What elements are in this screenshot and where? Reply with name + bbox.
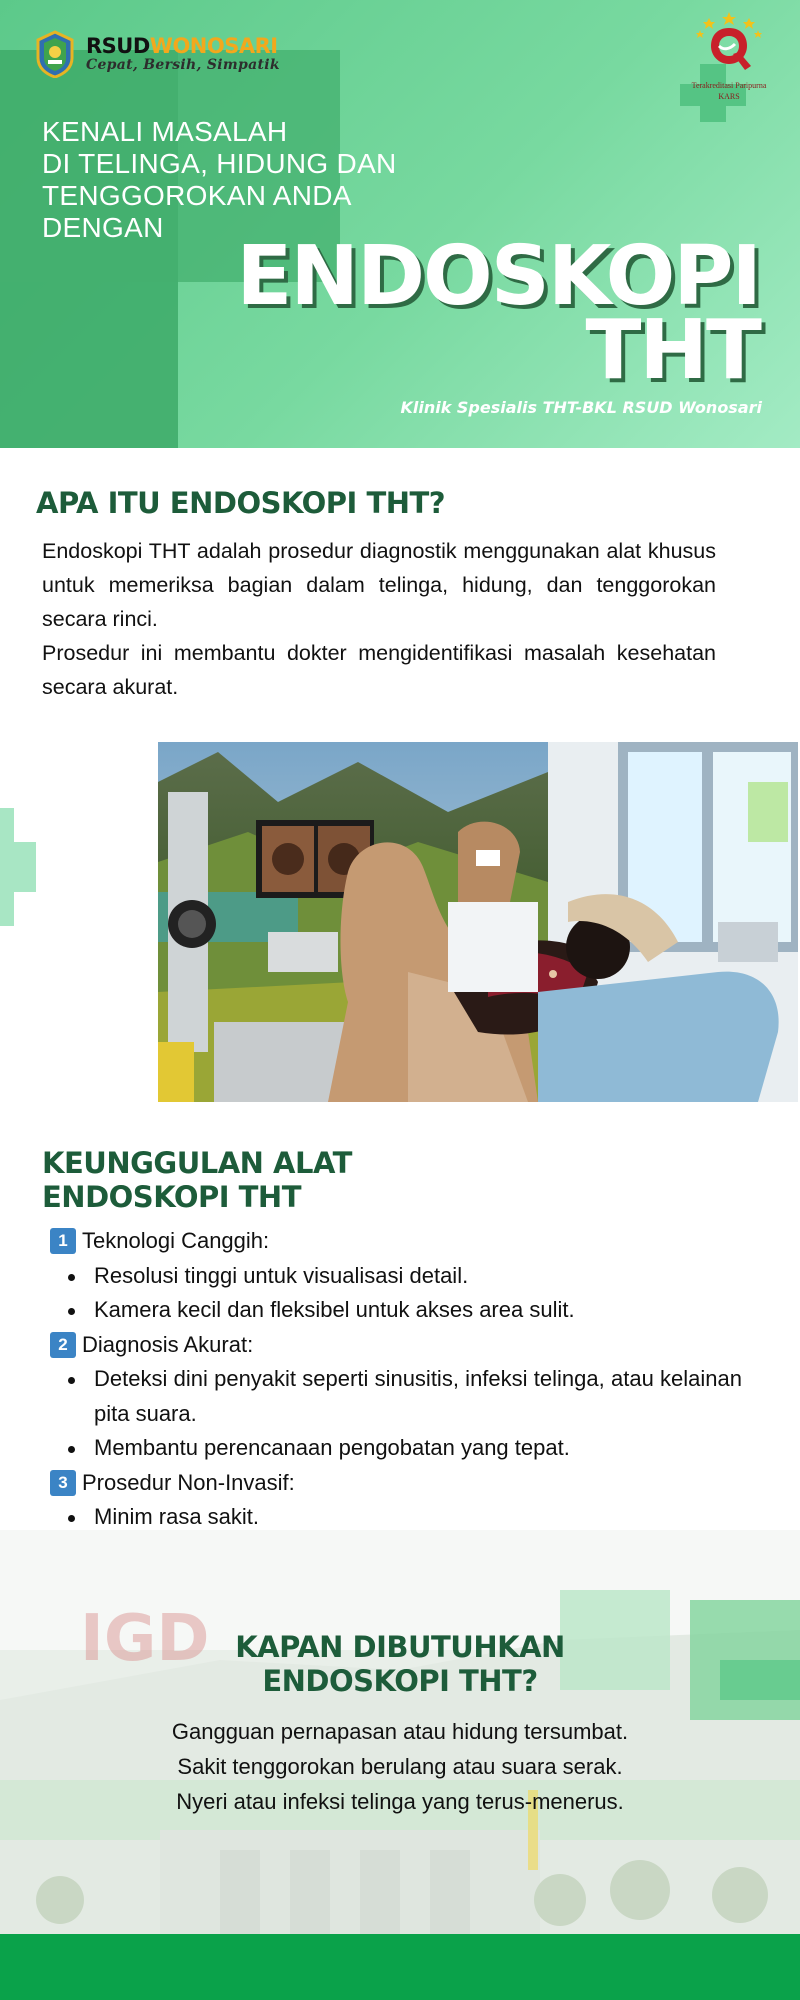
- advantage-heading-text: Diagnosis Akurat:: [82, 1331, 254, 1357]
- section-advantages-title: [42, 1146, 352, 1214]
- kars-emblem-icon: [695, 10, 763, 74]
- advantage-bullet: Deteksi dini penyakit seperti sinusitis, infeksi telinga, atau kelainan pita suara.: [50, 1362, 742, 1431]
- hero-banner: [0, 0, 800, 448]
- accreditation-label: Terakreditasi Paripurna: [691, 81, 767, 90]
- number-badge: 2: [50, 1332, 76, 1358]
- section-what-paragraph: Prosedur ini membantu dokter mengidentifikasi masalah kesehatan secara akurat.: [42, 641, 716, 699]
- hero-title-line2: THT: [585, 303, 760, 398]
- section-advantages-title-line2: ENDOSKOPI THT: [42, 1180, 301, 1214]
- hospital-tagline: Cepat, Bersih, Simpatik: [86, 57, 280, 73]
- hero-intro: [42, 116, 442, 244]
- hero-intro-line: KENALI MASALAH: [42, 116, 288, 147]
- clinic-subtitle: Klinik Spesialis THT-BKL RSUD Wonosari: [400, 398, 762, 417]
- advantages-list: [50, 1224, 742, 1569]
- section-when-title-line2: ENDOSKOPI THT?: [262, 1664, 538, 1698]
- advantage-heading: [50, 1224, 742, 1259]
- advantage-bullet: Membantu perencanaan pengobatan yang tepat.: [50, 1431, 742, 1466]
- hero-intro-line: DI TELINGA, HIDUNG DAN: [42, 148, 397, 179]
- advantage-bullet: Minim rasa sakit.: [50, 1500, 742, 1535]
- section-when-title: [0, 1630, 800, 1698]
- advantage-heading: [50, 1466, 742, 1501]
- hero-title: [236, 229, 760, 398]
- regency-emblem-icon: [34, 30, 76, 78]
- advantage-heading-text: Teknologi Canggih:: [82, 1228, 270, 1253]
- section-when-list: [0, 1714, 800, 1819]
- symptom-item: Sakit tenggorokan berulang atau suara serak.: [177, 1754, 623, 1779]
- advantage-bullet: Resolusi tinggi untuk visualisasi detail.: [50, 1259, 742, 1294]
- hospital-logo: [34, 30, 280, 78]
- hero-intro-line: TENGGOROKAN ANDA: [42, 180, 352, 211]
- hero-title-line1: ENDOSKOPI: [236, 229, 760, 324]
- hospital-name: RSUDWONOSARI: [86, 34, 278, 58]
- symptom-item: Gangguan pernapasan atau hidung tersumbat.: [171, 1719, 629, 1744]
- accreditation-org: KARS: [718, 92, 740, 101]
- hero-intro-line: DENGAN: [42, 212, 164, 243]
- igd-sign: IGD: [80, 1602, 210, 1676]
- decorative-accent: [0, 842, 36, 892]
- endoscopy-procedure-photo: [158, 742, 798, 1102]
- section-when-title-line1: KAPAN DIBUTUHKAN: [235, 1630, 565, 1664]
- advantage-heading-text: Prosedur Non-Invasif:: [82, 1469, 295, 1495]
- symptom-item: Nyeri atau infeksi telinga yang terus-menerus.: [176, 1789, 624, 1814]
- section-what-paragraph: Endoskopi THT adalah prosedur diagnostik menggunakan alat khusus untuk memeriksa bagian dalam telinga, hidung, dan tenggorokan secara rinci.: [42, 539, 716, 631]
- number-badge: 3: [50, 1470, 76, 1496]
- section-what-body: [42, 534, 716, 704]
- accreditation-logo: [676, 10, 782, 101]
- advantage-heading: [50, 1328, 742, 1363]
- section-what-title: APA ITU ENDOSKOPI THT?: [36, 486, 446, 520]
- advantage-bullet: Kamera kecil dan fleksibel untuk akses area sulit.: [50, 1293, 742, 1328]
- section-advantages-title-line1: KEUNGGULAN ALAT: [42, 1146, 352, 1180]
- footer-bar: [0, 1934, 800, 2000]
- number-badge: 1: [50, 1228, 76, 1254]
